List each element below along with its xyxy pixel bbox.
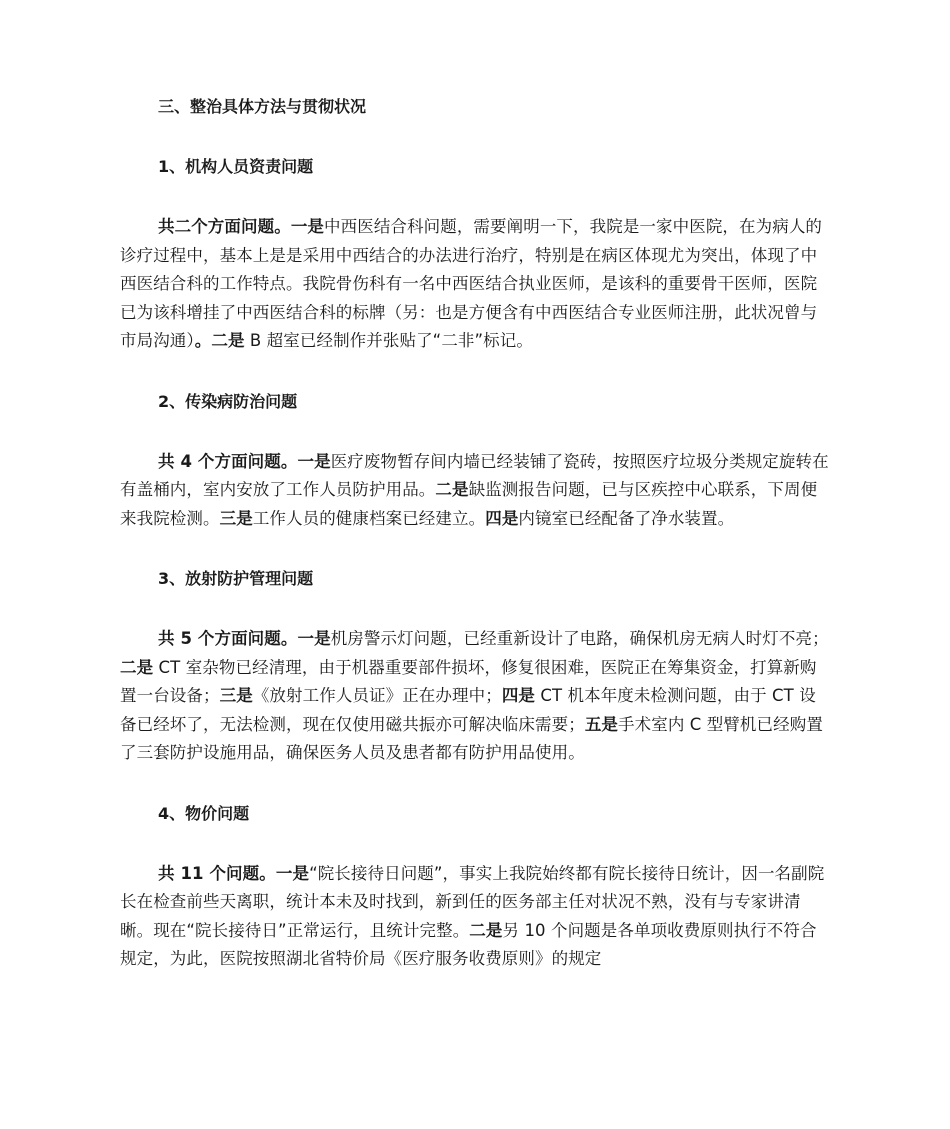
item-3-point-3-text: 《放射工作人员证》正在办理中； [252,686,502,705]
item-1-summary: 共二个方面问题。 [158,217,291,236]
item-3-point-5-text: 手术室内 C 型臂机已经购置了三套防护设施用品，确保医务人员及患者都有防护用品使用。 [120,714,823,762]
item-3-point-2-label: 二是 [120,657,154,677]
item-2-point-2-label: 二是 [435,480,469,499]
item-2-point-4-text: 内镜室已经配备了净水装置。 [518,508,735,528]
item-paragraph-2 [120,448,832,534]
item-2-point-4-label: 四是 [485,508,519,528]
item-4-point-1-text: “院长接待日问题”，事实上我院始终都有院长接待日统计，因一名副院长在检查前些天离职，统计本未及时找到，新到任的医务部主任对状况不熟，没有与专家讲清晰。现在“院长接待日”正常运行，且统计完整。 [120,863,825,940]
item-2-point-3-text: 工作人员的健康档案已经建立。 [252,508,486,528]
item-3-point-4-label: 四是 [501,686,536,705]
item-4-point-2-label: 二是 [469,920,503,940]
item-heading-1: 1、机构人员资责问题 [158,157,314,176]
item-1-point-2-text: B 超室已经制作并张贴了“二非”标记。 [244,331,533,350]
item-3-point-1-label: 一是 [297,629,331,648]
item-4-point-1-label: 一是 [275,863,310,883]
item-paragraph-1 [120,213,832,356]
item-heading-4: 4、物价问题 [158,803,250,823]
item-3-point-5-label: 五是 [584,714,619,734]
item-heading-2: 2、传染病防治问题 [158,391,298,411]
item-2-point-3-label: 三是 [219,508,253,528]
item-1-point-1-text: 中西医结合科问题，需要阐明一下，我院是一家中医院，在为病人的诊疗过程中，基本上是是采用中西结合的办法进行治疗，特别是在病区体现尤为突出，体现了中西医结合科的工作特点。我院骨伤科有一名中西医结合执业医师，是该科的重要骨干医师，医院已为该科增挂了中西医结合科的标牌（另：也是方便含有中西医结合专业医师注册，此状况曾与市局沟通） [120,217,823,350]
item-1-point-2-label: 。二是 [194,331,245,350]
item-1-point-1-label: 一是 [290,217,325,236]
item-3-summary: 共 5 个方面问题。 [158,629,298,648]
item-3-point-4-text: CT 机本年度未检测问题，由于 CT 设备已经坏了，无法检测，现在仅使用磁共振亦可解决临床需要； [120,686,816,734]
section-title: 三、整治具体方法与贯彻状况 [158,97,367,116]
item-2-summary: 共 4 个方面问题。 [158,451,298,471]
item-paragraph-4 [120,860,832,974]
item-3-point-1-text: 机房警示灯问题，已经重新设计了电路，确保机房无病人时灯不亮； [330,629,829,648]
item-heading-3: 3、放射防护管理问题 [158,569,314,588]
item-2-point-1-text: 医疗废物暂存间内墙已经装铺了瓷砖，按照医疗垃圾分类规定旋转在有盖桶内，室内安放了工作人员防护用品。 [120,451,829,499]
item-paragraph-3 [120,625,832,768]
item-2-point-1-label: 一是 [297,451,331,471]
item-4-summary: 共 11 个问题。 [158,863,276,883]
item-2-point-2-text: 缺监测报告问题，已与区疾控中心联系，下周便来我院检测。 [120,480,818,528]
item-4-point-2-text: 另 10 个问题是各单项收费原则执行不符合规定，为此，医院按照湖北省特价局《医疗服务收费原则》的规定 [120,920,817,968]
item-3-point-3-label: 三是 [219,686,253,705]
item-3-point-2-text: CT 室杂物已经清理，由于机器重要部件损坏，修复很困难，医院正在筹集资金，打算新购置一台设备； [120,657,817,705]
